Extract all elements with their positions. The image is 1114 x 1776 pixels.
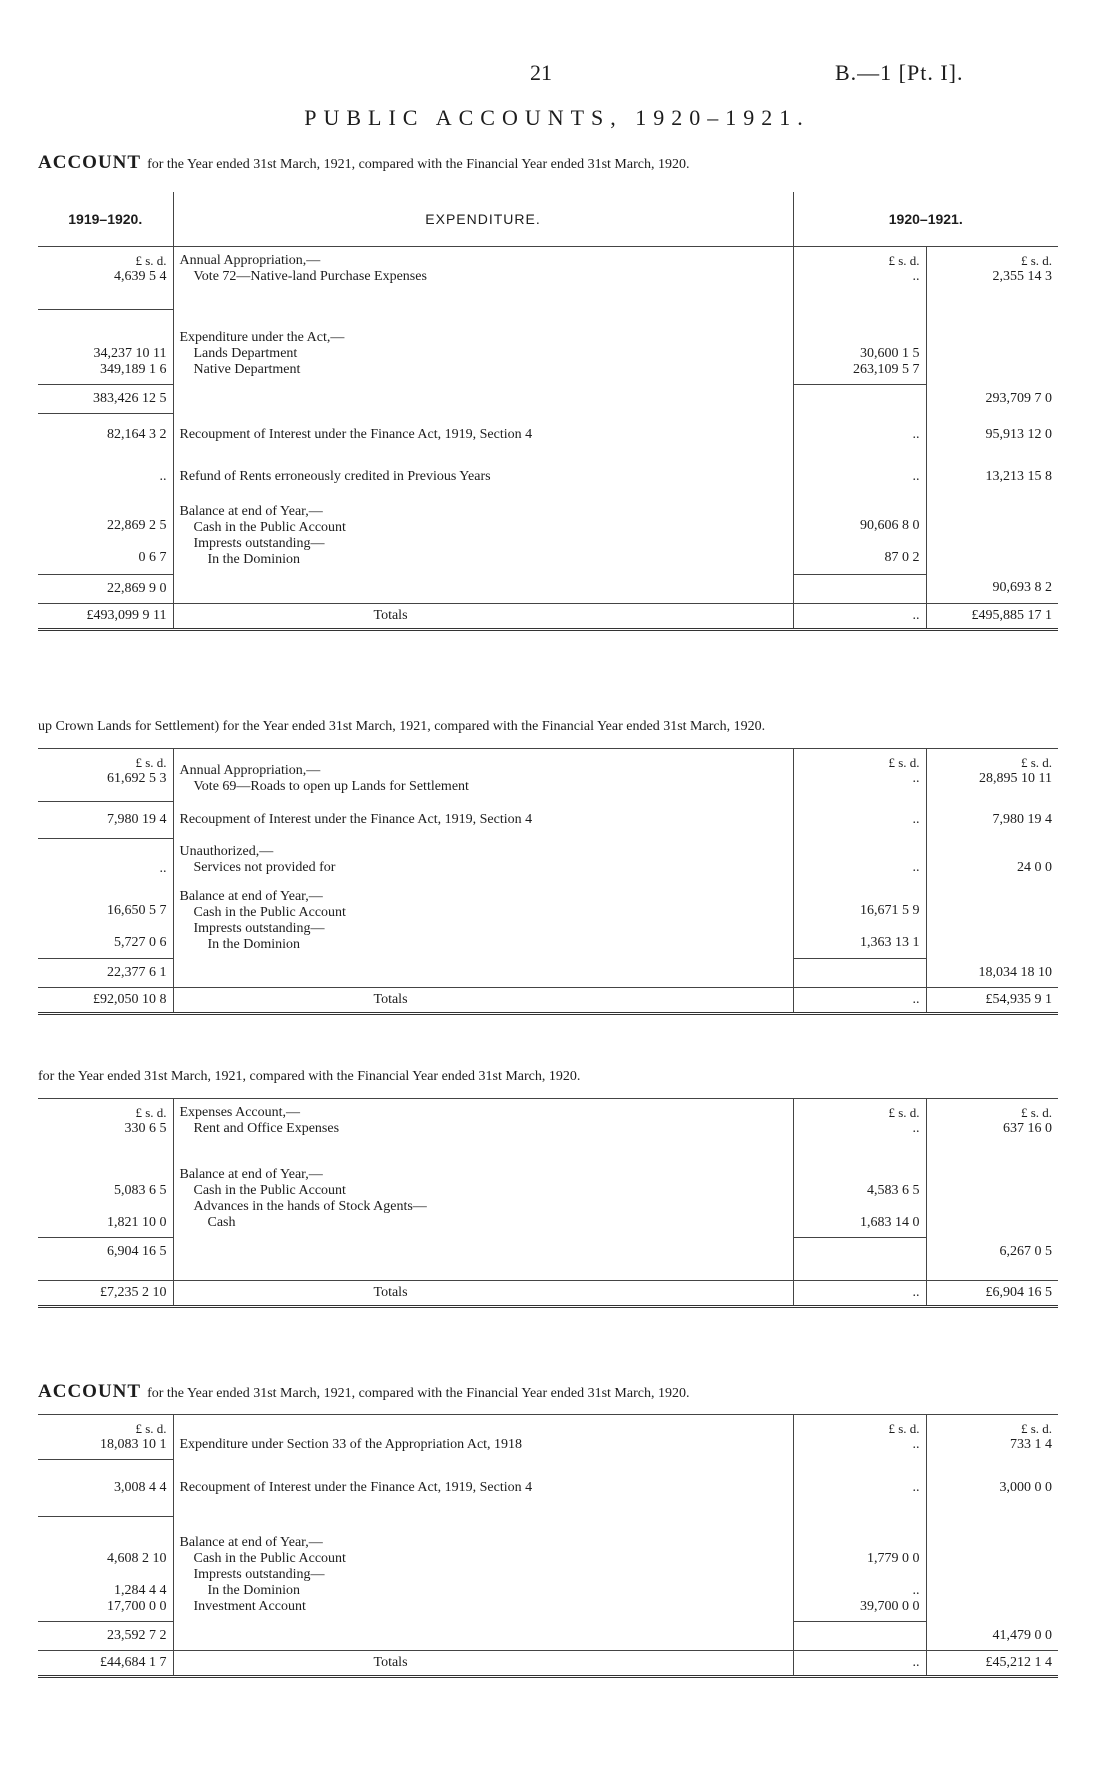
- header-prev-year: 1919–1920.: [38, 192, 173, 247]
- cell-prev: 5,083 6 5: [114, 1183, 167, 1198]
- unit-label: £ s. d.: [1020, 755, 1052, 770]
- row-sublabel: Native Department: [193, 361, 301, 377]
- cell-total: 13,213 15 8: [985, 469, 1052, 484]
- cell-detail: ..: [793, 988, 926, 1014]
- row-sublabel: Imprests outstanding—: [193, 1566, 325, 1582]
- document-reference: B.—1 [Pt. I].: [835, 60, 964, 85]
- cell-detail: ..: [793, 1460, 926, 1517]
- totals-label: Totals: [173, 988, 793, 1014]
- row-sublabel: In the Dominion: [207, 552, 301, 567]
- unit-label: £ s. d.: [1020, 1421, 1052, 1436]
- cell-prev-subtotal: 22,869 9 0: [38, 574, 173, 603]
- cell-detail: 1,683 14 0: [860, 1215, 920, 1230]
- caption-account-3: for the Year ended 31st March, 1921, compared with the Financial Year ended 31st March, 1920.: [38, 1069, 581, 1084]
- cell-prev-subtotal: 383,426 12 5: [38, 385, 173, 414]
- unit-label: £ s. d.: [135, 1421, 167, 1436]
- cell-prev-total: £44,684 1 7: [38, 1651, 173, 1677]
- cell-total: 18,034 18 10: [978, 964, 1052, 980]
- cell-prev: ..: [38, 838, 173, 883]
- cell-detail: 90,606 8 0: [860, 518, 920, 533]
- cell-grand-total: £495,885 17 1: [926, 603, 1058, 629]
- row-sublabel: Cash in the Public Account: [193, 1550, 346, 1566]
- cell-grand-total: £54,935 9 1: [926, 988, 1058, 1014]
- row-sublabel: Advances in the hands of Stock Agents—: [193, 1199, 427, 1214]
- cell-prev: 1,284 4 4: [114, 1583, 167, 1598]
- header-expenditure: EXPENDITURE.: [173, 192, 793, 247]
- cell-detail: ..: [912, 1582, 920, 1598]
- row-label: Recoupment of Interest under the Finance Act, 1919, Section 4: [173, 801, 793, 838]
- cell-prev: 18,083 10 1: [100, 1437, 167, 1452]
- cell-detail: 16,671 5 9: [860, 902, 920, 918]
- cell-prev-subtotal: 6,904 16 5: [38, 1238, 173, 1281]
- row-label: Refund of Rents erroneously credited in Previous Years: [173, 456, 793, 498]
- cell-total: 6,267 0 5: [999, 1243, 1052, 1259]
- cell-detail: 30,600 1 5: [860, 345, 920, 361]
- account-table-3: [38, 1098, 1058, 1308]
- cell-detail: 39,700 0 0: [860, 1598, 920, 1614]
- row-sublabel: Vote 69—Roads to open up Lands for Settlement: [193, 779, 469, 794]
- cell-prev: 34,237 10 11: [93, 346, 167, 361]
- cell-prev: 5,727 0 6: [114, 934, 167, 950]
- cell-detail: ..: [912, 1121, 920, 1136]
- cell-total: 733 1 4: [1010, 1437, 1052, 1452]
- row-label: Balance at end of Year,—: [179, 504, 323, 519]
- caption-text: for the Year ended 31st March, 1921, compared with the Financial Year ended 31st March, 1920.: [147, 157, 690, 172]
- cell-prev-subtotal: 23,592 7 2: [38, 1622, 173, 1651]
- cell-detail: ..: [793, 414, 926, 457]
- cell-detail: 1,779 0 0: [867, 1550, 920, 1566]
- unit-label: £ s. d.: [888, 1105, 920, 1120]
- cell-detail: ..: [793, 456, 926, 498]
- caption-text: for the Year ended 31st March, 1921, compared with the Financial Year ended 31st March, 1920.: [147, 1386, 690, 1401]
- cell-detail: ..: [912, 1437, 920, 1452]
- page-title: PUBLIC ACCOUNTS, 1920–1921.: [304, 105, 810, 130]
- row-sublabel: Imprests outstanding—: [193, 536, 325, 551]
- cell-prev: 22,869 2 5: [107, 518, 167, 533]
- cell-grand-total: £45,212 1 4: [926, 1651, 1058, 1677]
- row-sublabel: Cash in the Public Account: [193, 520, 346, 535]
- account-table-2: [38, 748, 1058, 1015]
- caption-account-label: ACCOUNT: [38, 152, 142, 173]
- cell-prev: 82,164 3 2: [38, 414, 173, 457]
- cell-detail: ..: [793, 1651, 926, 1677]
- cell-prev: 7,980 19 4: [38, 801, 173, 838]
- cell-detail: 1,363 13 1: [860, 934, 920, 950]
- unit-label: £ s. d.: [135, 253, 167, 268]
- row-label: Balance at end of Year,—: [179, 888, 323, 904]
- row-sublabel: Cash in the Public Account: [193, 904, 346, 920]
- cell-prev: 17,700 0 0: [107, 1599, 167, 1614]
- cell-prev: 349,189 1 6: [100, 362, 167, 377]
- row-sublabel: Cash: [207, 1215, 236, 1230]
- row-sublabel: Imprests outstanding—: [193, 920, 325, 936]
- row-sublabel: Cash in the Public Account: [193, 1183, 346, 1198]
- unit-label: £ s. d.: [135, 1105, 167, 1120]
- cell-prev: 16,650 5 7: [107, 902, 167, 918]
- totals-label: Totals: [173, 1651, 793, 1677]
- row-label: Expenditure under Section 33 of the Appropriation Act, 1918: [173, 1415, 793, 1460]
- cell-prev-total: £493,099 9 11: [38, 603, 173, 629]
- caption-account-label: ACCOUNT: [38, 1381, 142, 1402]
- row-sublabel: In the Dominion: [207, 1582, 301, 1598]
- cell-total: 7,980 19 4: [992, 811, 1052, 827]
- row-label: Annual Appropriation,—: [179, 763, 321, 778]
- cell-total: 637 16 0: [1003, 1121, 1052, 1136]
- row-label: Expenses Account,—: [179, 1105, 301, 1120]
- row-label: Balance at end of Year,—: [179, 1534, 323, 1550]
- unit-label: £ s. d.: [1020, 253, 1052, 268]
- row-sublabel: Rent and Office Expenses: [193, 1121, 340, 1136]
- cell-detail: 4,583 6 5: [867, 1183, 920, 1198]
- cell-total: 3,000 0 0: [999, 1480, 1052, 1495]
- totals-label: Totals: [173, 1281, 793, 1307]
- cell-detail: ..: [793, 1281, 926, 1307]
- cell-prev: 61,692 5 3: [107, 771, 167, 786]
- cell-prev: 0 6 7: [138, 550, 167, 565]
- cell-prev-total: £7,235 2 10: [38, 1281, 173, 1307]
- cell-prev-total: £92,050 10 8: [38, 988, 173, 1014]
- caption-account-1: [38, 152, 689, 174]
- cell-prev: 4,608 2 10: [107, 1551, 167, 1566]
- row-sublabel: Vote 72—Native-land Purchase Expenses: [193, 269, 427, 284]
- cell-detail: ..: [793, 838, 926, 883]
- row-label: Balance at end of Year,—: [179, 1167, 323, 1182]
- cell-detail: 87 0 2: [884, 550, 920, 565]
- cell-detail: ..: [793, 801, 926, 838]
- cell-prev-subtotal: 22,377 6 1: [38, 959, 173, 988]
- row-sublabel: Lands Department: [193, 345, 298, 361]
- cell-prev: 4,639 5 4: [114, 269, 167, 284]
- cell-total: 41,479 0 0: [992, 1627, 1052, 1643]
- account-table-4: [38, 1414, 1058, 1678]
- row-sublabel: In the Dominion: [207, 936, 301, 952]
- cell-detail: ..: [912, 269, 920, 284]
- account-table-1: [38, 192, 1058, 631]
- unit-label: £ s. d.: [888, 1421, 920, 1436]
- row-label: Recoupment of Interest under the Finance Act, 1919, Section 4: [173, 1460, 793, 1517]
- cell-total: 24 0 0: [1017, 860, 1052, 875]
- cell-total: 293,709 7 0: [985, 391, 1052, 406]
- unit-label: £ s. d.: [888, 253, 920, 268]
- cell-prev: 1,821 10 0: [107, 1215, 167, 1230]
- cell-total: 90,693 8 2: [992, 580, 1052, 596]
- cell-prev: 3,008 4 4: [38, 1460, 173, 1517]
- totals-label: Totals: [173, 603, 793, 629]
- header-curr-year: 1920–1921.: [793, 192, 1058, 247]
- cell-detail: ..: [793, 603, 926, 629]
- unit-label: £ s. d.: [135, 755, 167, 770]
- cell-detail: 263,109 5 7: [853, 361, 920, 377]
- cell-total: 2,355 14 3: [992, 269, 1052, 284]
- row-label: Expenditure under the Act,—: [179, 329, 345, 345]
- caption-account-4: [38, 1381, 689, 1403]
- page-number: 21: [530, 60, 552, 85]
- unit-label: £ s. d.: [1020, 1105, 1052, 1120]
- unit-label: £ s. d.: [888, 755, 920, 770]
- cell-prev: ..: [38, 456, 173, 498]
- row-label: Unauthorized,—: [179, 844, 274, 859]
- row-label: Annual Appropriation,—: [179, 253, 321, 268]
- row-label: Recoupment of Interest under the Finance Act, 1919, Section 4: [173, 414, 793, 457]
- cell-grand-total: £6,904 16 5: [926, 1281, 1058, 1307]
- cell-total: 95,913 12 0: [985, 426, 1052, 442]
- row-sublabel: Investment Account: [193, 1598, 306, 1614]
- caption-account-2: up Crown Lands for Settlement) for the Year ended 31st March, 1921, compared with the Financial Year ended 31st March, 1920.: [38, 719, 766, 734]
- cell-total: 28,895 10 11: [979, 771, 1052, 786]
- cell-prev: 330 6 5: [124, 1121, 167, 1136]
- row-sublabel: Services not provided for: [193, 860, 336, 875]
- cell-detail: ..: [912, 771, 920, 786]
